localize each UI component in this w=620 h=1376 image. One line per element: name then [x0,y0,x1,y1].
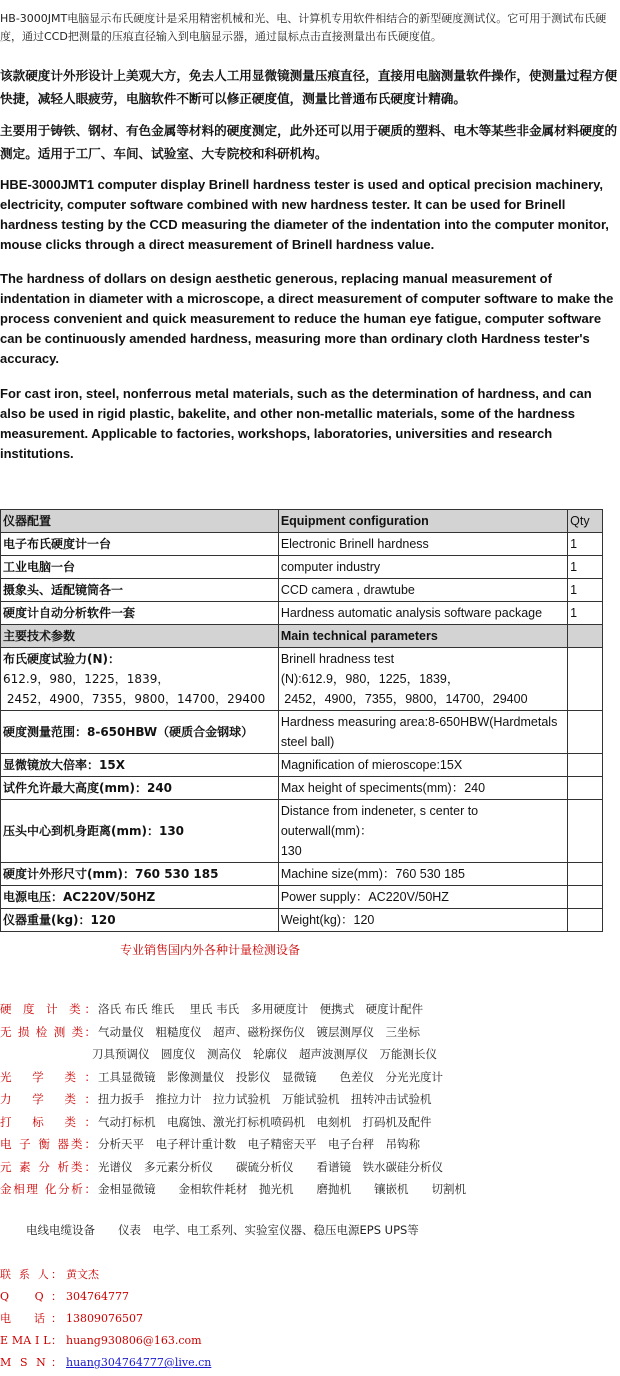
category-row [0,1021,620,1044]
config-row [1,602,603,625]
param-en: Max height of speciments(mm)：240 [278,777,567,800]
param-row [1,863,603,886]
param-qty [568,754,603,777]
ad-title: 专业销售国内外各种计量检测设备 [120,943,301,957]
param-header-cn: 主要技术参数 [1,625,279,648]
param-header-row [1,625,603,648]
param-cn-line: 612.9，980，1225，1839， [3,672,170,686]
contact-phone: 13809076507 [66,1312,143,1325]
config-qty: 1 [568,602,603,625]
param-en: Machine size(mm)：760 530 185 [278,863,567,886]
param-qty [568,777,603,800]
param-row [1,800,603,863]
param-cn: 硬度计外形尺寸(mm)：760 530 185 [1,863,279,886]
contact-label: M S N： [0,1356,62,1369]
param-row [1,886,603,909]
category-label: 打 标 类： [0,1114,96,1129]
config-qty: 1 [568,533,603,556]
param-row [1,909,603,932]
param-cn: 显微镜放大倍率：15X [1,754,279,777]
param-qty [568,711,603,754]
param-header-qty [568,625,603,648]
param-row [1,648,603,711]
contact-row [0,1308,620,1330]
category-row [0,1111,620,1134]
config-row [1,579,603,602]
contact-label: 联 系 人： [0,1268,62,1281]
category-row [0,998,620,1021]
category-items: 光谱仪 多元素分析仪 碳硫分析仪 看谱镜 铁水碳硅分析仪 [98,1159,443,1174]
config-row [1,533,603,556]
contact-msn-link[interactable]: huang304764777@live.cn [66,1356,212,1369]
category-row [0,1088,620,1111]
param-en-line: Distance from indeneter, s center to outerwall(mm)： [280,804,479,838]
contact-email: huang930806@163.com [66,1334,202,1347]
category-label: 力 学 类： [0,1092,96,1106]
cn-paragraph-application: 主要用于铸铁、钢材、有色金属等材料的硬度测定，此外还可以用于硬质的塑料、电木等某些非金属材料硬度的测定。适用于工厂、车间、试验室、大专院校和科研机构。 [0,123,618,161]
contact-row [0,1286,620,1308]
config-qty: 1 [568,556,603,579]
param-cn-line: 布氏硬度试验力(N)： [3,652,121,666]
param-en-line: 130 [280,844,302,858]
param-qty [568,886,603,909]
config-cn: 摄象头、适配镜筒各一 [1,579,279,602]
category-row [0,1178,620,1201]
param-en: Weight(kg)：120 [278,909,567,932]
param-en: Magnification of mieroscope:15X [278,754,567,777]
config-en: computer industry [278,556,567,579]
config-header-en: Equipment configuration [278,510,567,533]
contact-info [0,1264,620,1374]
category-items: 工具显微镜 影像测量仪 投影仪 显微镜 色差仪 分光光度计 [98,1069,443,1084]
category-row [0,1066,620,1089]
config-header-cn: 仪器配置 [1,510,279,533]
category-label: 金相理 化分析： [0,1182,96,1196]
contact-label: E MA I L： [0,1334,62,1347]
param-cn: 仪器重量(kg)：120 [1,909,279,932]
category-items: 气动打标机 电腐蚀、激光打标机喷码机 电刻机 打码机及配件 [98,1114,432,1129]
misc-products: 电线电缆设备 仪表 电学、电工系列、实验室仪器、稳压电源EPS UPS等 [26,1223,419,1237]
category-label: 元 素 分 析类： [0,1159,96,1174]
config-row [1,556,603,579]
param-en-line: Brinell hradness test [280,652,395,666]
param-en-line: Hardness measuring area:8-650HBW(Hardmetals [280,715,558,729]
param-header-en: Main technical parameters [278,625,567,648]
category-label: 电 子 衡 器类： [0,1137,96,1151]
param-en-line: 2452，4900，7355，9800，14700，29400 [280,692,528,706]
param-row [1,777,603,800]
config-header-qty: Qty [568,510,603,533]
contact-qq: 304764777 [66,1290,129,1303]
category-row [0,1043,620,1066]
param-cn: 电源电压：AC220V/50HZ [1,886,279,909]
param-qty [568,863,603,886]
config-cn: 工业电脑一台 [1,556,279,579]
param-cn: 压头中心到机身距离(mm)：130 [1,800,279,863]
param-qty [568,800,603,863]
category-items: 刀具预调仪 圆度仪 测高仪 轮廓仪 超声波测厚仪 万能测长仪 [92,1047,437,1061]
category-row [0,1133,620,1156]
category-label: 光 学 类： [0,1069,96,1084]
category-items: 金相显微镜 金相软件耗材 抛光机 磨抛机 镶嵌机 切割机 [98,1182,466,1196]
param-en [278,711,567,754]
param-cn [1,648,279,711]
en-paragraph-description: HBE-3000JMT1 computer display Brinell hardness tester is used and optical precision machinery, electricity, computer software combined with new hardness tester. It can be used for Brinell hardness testing by the CCD measuring the diameter of the indentation into the computer monitor, mouse clicks through a direct measurement of Brinell hardness value. [0,177,609,252]
param-cn: 试件允许最大高度(mm)：240 [1,777,279,800]
config-header-row [1,510,603,533]
contact-label: Q Q： [0,1290,62,1303]
category-label: 无 损 检 测 类： [0,1024,96,1039]
contact-row [0,1352,620,1374]
param-en-line: steel ball) [280,735,335,749]
category-items: 扭力扳手 推拉力计 拉力试验机 万能试验机 扭转冲击试验机 [98,1092,432,1106]
en-paragraph-application: For cast iron, steel, nonferrous metal materials, such as the determination of hardness, and can also be used in rigid plastic, bakelite, and other non-metallic materials, some of the hardness measurement. Applicable to factories, workshops, laboratories, universities and research institutions. [0,386,592,461]
category-items: 分析天平 电子秤计重计数 电子精密天平 电子台秤 吊钩称 [98,1137,420,1151]
contact-row [0,1264,620,1286]
param-en-line: (N):612.9，980，1225，1839， [280,672,460,686]
config-en: CCD camera , drawtube [278,579,567,602]
config-qty: 1 [568,579,603,602]
config-en: Hardness automatic analysis software package [278,602,567,625]
contact-label: 电 话： [0,1312,62,1325]
contact-name: 黄文杰 [66,1268,99,1281]
param-row [1,754,603,777]
param-en [278,648,567,711]
category-row [0,1156,620,1179]
intro-paragraph: HB-3000JMT电脑显示布氏硬度计是采用精密机械和光、电、计算机专用软件相结合的新型硬度测试仪。它可用于测试布氏硬度，通过CCD把测量的压痕直径输入到电脑显示器，通过鼠标点击直接测量出布氏硬度值。 [0,12,607,43]
param-en [278,800,567,863]
category-items: 气动量仪 粗糙度仪 超声、磁粉探伤仪 镀层测厚仪 三坐标 [98,1024,420,1039]
spec-table [0,509,603,932]
param-qty [568,909,603,932]
contact-row [0,1330,620,1352]
en-paragraph-design: The hardness of dollars on design aesthetic generous, replacing manual measurement of indentation in diameter with a microscope, a direct measurement of computer software to make the process convenient and quick measurement to reduce the human eye fatigue, computer software can be continuously amended hardness, measuring more than ordinary cloth Hardness tester's accuracy. [0,271,614,366]
param-cn-line: 2452，4900，7355，9800，14700，29400 [3,692,266,706]
param-en: Power supply：AC220V/50HZ [278,886,567,909]
config-cn: 硬度计自动分析软件一套 [1,602,279,625]
cn-paragraph-design: 该款硬度计外形设计上美观大方，免去人工用显微镜测量压痕直径，直接用电脑测量软件操作，使测量过程方便快捷，减轻人眼疲劳，电脑软件不断可以修正硬度值，测量比普通布氏硬度计精确。 [0,68,618,106]
config-cn: 电子布氏硬度计一台 [1,533,279,556]
category-list [0,998,620,1201]
category-items: 洛氏 布氏 维氏 里氏 韦氏 多用硬度计 便携式 硬度计配件 [98,1002,424,1016]
config-en: Electronic Brinell hardness [278,533,567,556]
param-row [1,711,603,754]
param-cn: 硬度测量范围：8-650HBW（硬质合金钢球） [1,711,279,754]
param-qty [568,648,603,711]
category-label: 硬 度 计 类： [0,1002,96,1016]
